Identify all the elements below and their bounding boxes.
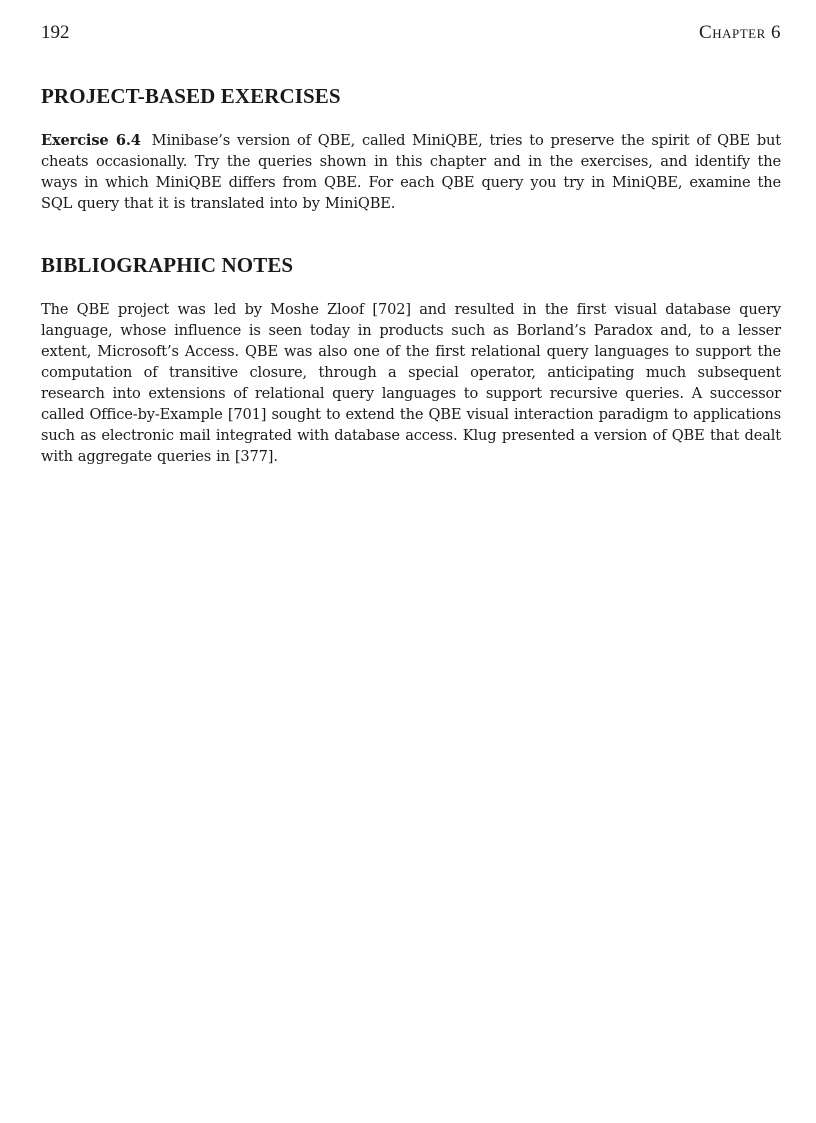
section-heading-project-exercises: PROJECT-BASED EXERCISES: [41, 84, 341, 108]
page-number: 192: [41, 22, 70, 43]
chapter-label: Chapter 6: [699, 22, 781, 43]
exercise-text: Minibase’s version of QBE, called MiniQBE, tries to preserve the spirit of QBE but cheats occasionally. Try the queries shown in this chapter and in the exercises, and identify the ways in which MiniQBE differs from QBE. For each QBE query you try in MiniQBE, examine the SQL query that it is translated into by MiniQBE.: [41, 132, 781, 212]
section-heading-bibliographic-notes: BIBLIOGRAPHIC NOTES: [41, 253, 294, 277]
exercise-paragraph: [41, 130, 781, 214]
exercise-label: Exercise 6.4: [41, 132, 141, 149]
running-head: [41, 22, 781, 46]
bibliographic-notes-paragraph: The QBE project was led by Moshe Zloof [702] and resulted in the first visual database query language, whose influence is seen today in products such as Borland’s Paradox and, to a lesser extent, Microsoft’s Access. QBE was also one of the first relational query languages to support the computation of transitive closure, through a special operator, anticipating much subsequent research into extensions of relational query languages to support recursive queries. A successor called Office-by-Example [701] sought to extend the QBE visual interaction paradigm to applications such as electronic mail integrated with database access. Klug presented a version of QBE that dealt with aggregate queries in [377].: [41, 301, 781, 465]
